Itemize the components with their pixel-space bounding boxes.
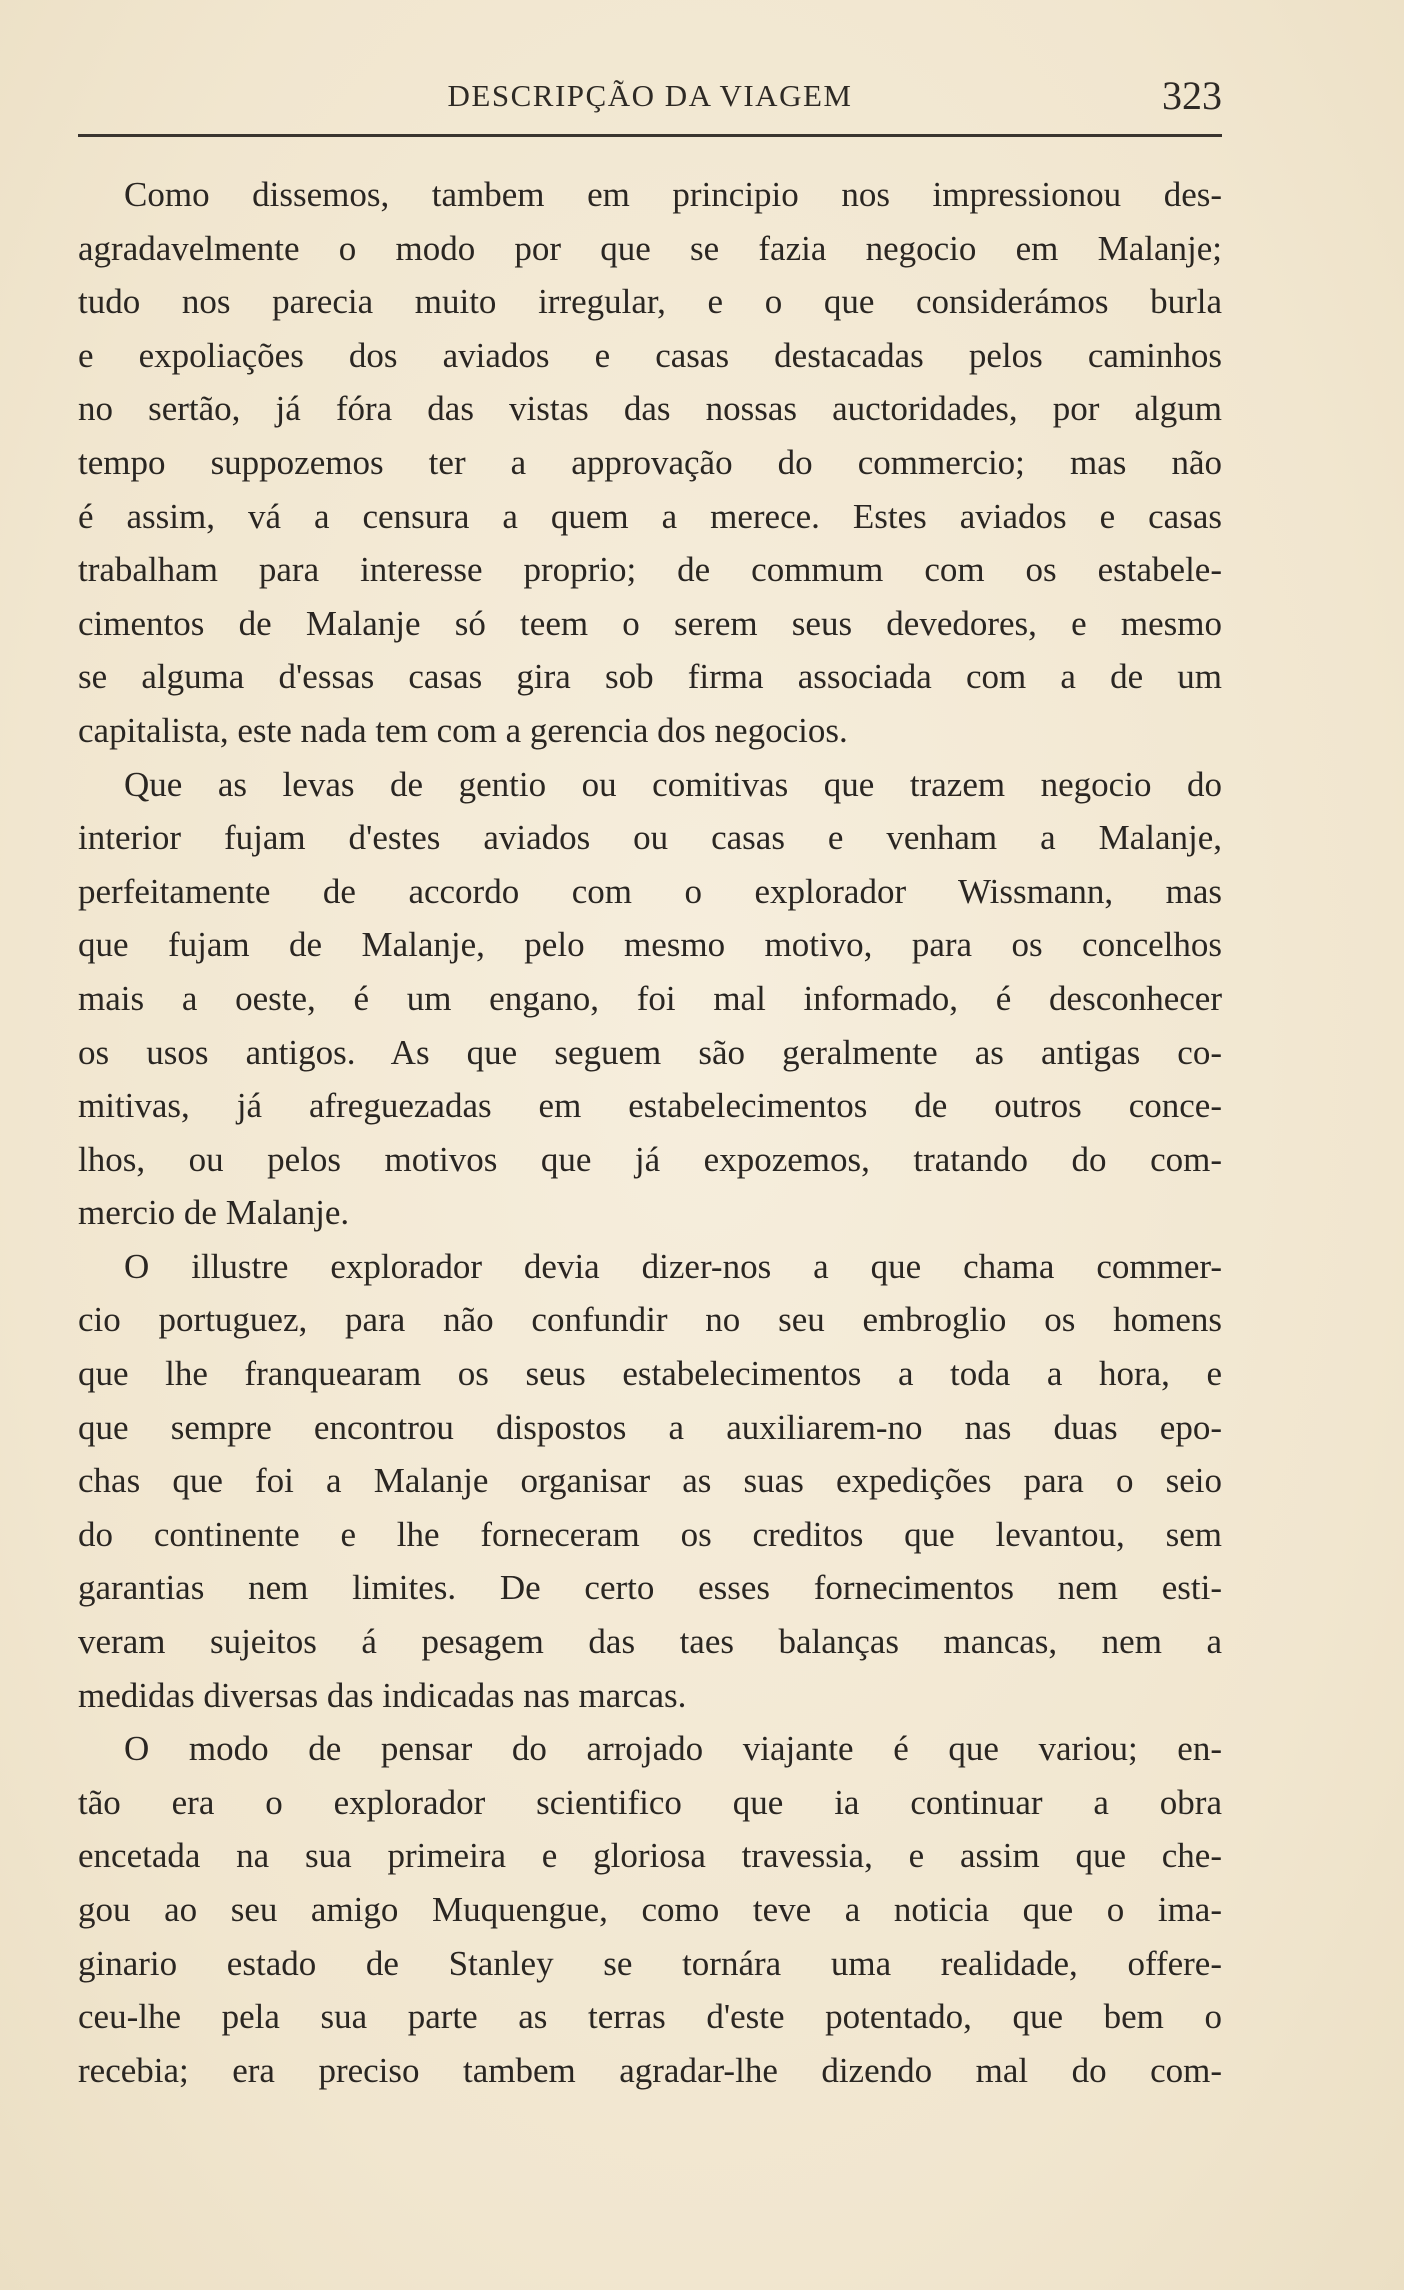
text-line: encetada na sua primeira e gloriosa travessia, e assim que che- [78,1836,1222,1876]
text-line: mitivas, já afreguezadas em estabelecimentos de outros conce- [78,1086,1222,1126]
running-title: DESCRIPÇÃO DA VIAGEM [447,78,853,113]
text-line: ginario estado de Stanley se tornára uma realidade, offere- [78,1943,1222,1983]
text-line: que sempre encontrou dispostos a auxiliarem-no nas duas epo- [78,1407,1222,1447]
text-line: no sertão, já fóra das vistas das nossas auctoridades, por algum [78,389,1222,429]
text-line: Que as levas de gentio ou comitivas que trazem negocio do [124,764,1222,804]
text-line: medidas diversas das indicadas nas marcas. [78,1675,687,1715]
body-text [78,168,1222,2097]
text-line: se alguma d'essas casas gira sob firma associada com a de um [78,657,1222,697]
text-line: chas que foi a Malanje organisar as suas expedições para o seio [78,1461,1222,1501]
text-line: interior fujam d'estes aviados ou casas e venham a Malanje, [78,818,1222,858]
header-rule [78,134,1222,137]
text-line: O modo de pensar do arrojado viajante é que variou; en- [124,1729,1222,1769]
text-line: recebia; era preciso tambem agradar-lhe dizendo mal do com- [78,2050,1222,2090]
text-line: perfeitamente de accordo com o explorador Wissmann, mas [78,871,1222,911]
text-line: Como dissemos, tambem em principio nos impressionou des- [124,175,1222,214]
text-line: garantias nem limites. De certo esses fornecimentos nem esti- [78,1568,1222,1608]
text-line: mercio de Malanje. [78,1193,350,1233]
text-line: ceu-lhe pela sua parte as terras d'este potentado, que bem o [78,1997,1222,2037]
page-header [78,68,1222,118]
text-line: cimentos de Malanje só teem o serem seus devedores, e mesmo [78,603,1222,643]
text-line: veram sujeitos á pesagem das taes balanças mancas, nem a [78,1622,1222,1662]
page-number: 323 [1162,73,1222,118]
text-line: trabalham para interesse proprio; de commum com os estabele- [78,550,1222,590]
text-line: tempo suppozemos ter a approvação do commercio; mas não [78,442,1222,482]
text-line: tudo nos parecia muito irregular, e o que considerámos burla [78,282,1222,322]
text-line: e expoliações dos aviados e casas destacadas pelos caminhos [78,335,1222,375]
text-line: do continente e lhe forneceram os creditos que levantou, sem [78,1514,1222,1554]
text-line: capitalista, este nada tem com a gerencia dos negocios. [78,710,848,750]
text-line: que fujam de Malanje, pelo mesmo motivo, para os concelhos [78,925,1222,965]
text-line: os usos antigos. As que seguem são geralmente as antigas co- [78,1032,1222,1072]
text-line: é assim, vá a censura a quem a merece. Estes aviados e casas [78,496,1222,536]
text-line: O illustre explorador devia dizer-nos a que chama commer- [124,1246,1222,1286]
text-line: tão era o explorador scientifico que ia continuar a obra [78,1782,1222,1822]
text-line: gou ao seu amigo Muquengue, como teve a noticia que o ima- [78,1890,1222,1929]
text-line: mais a oeste, é um engano, foi mal informado, é desconhecer [78,978,1222,1018]
text-line: cio portuguez, para não confundir no seu embroglio os homens [78,1300,1222,1340]
text-line: lhos, ou pelos motivos que já expozemos, tratando do com- [78,1139,1222,1179]
text-line: que lhe franquearam os seus estabelecimentos a toda a hora, e [78,1354,1222,1394]
text-line: agradavelmente o modo por que se fazia negocio em Malanje; [78,228,1222,268]
